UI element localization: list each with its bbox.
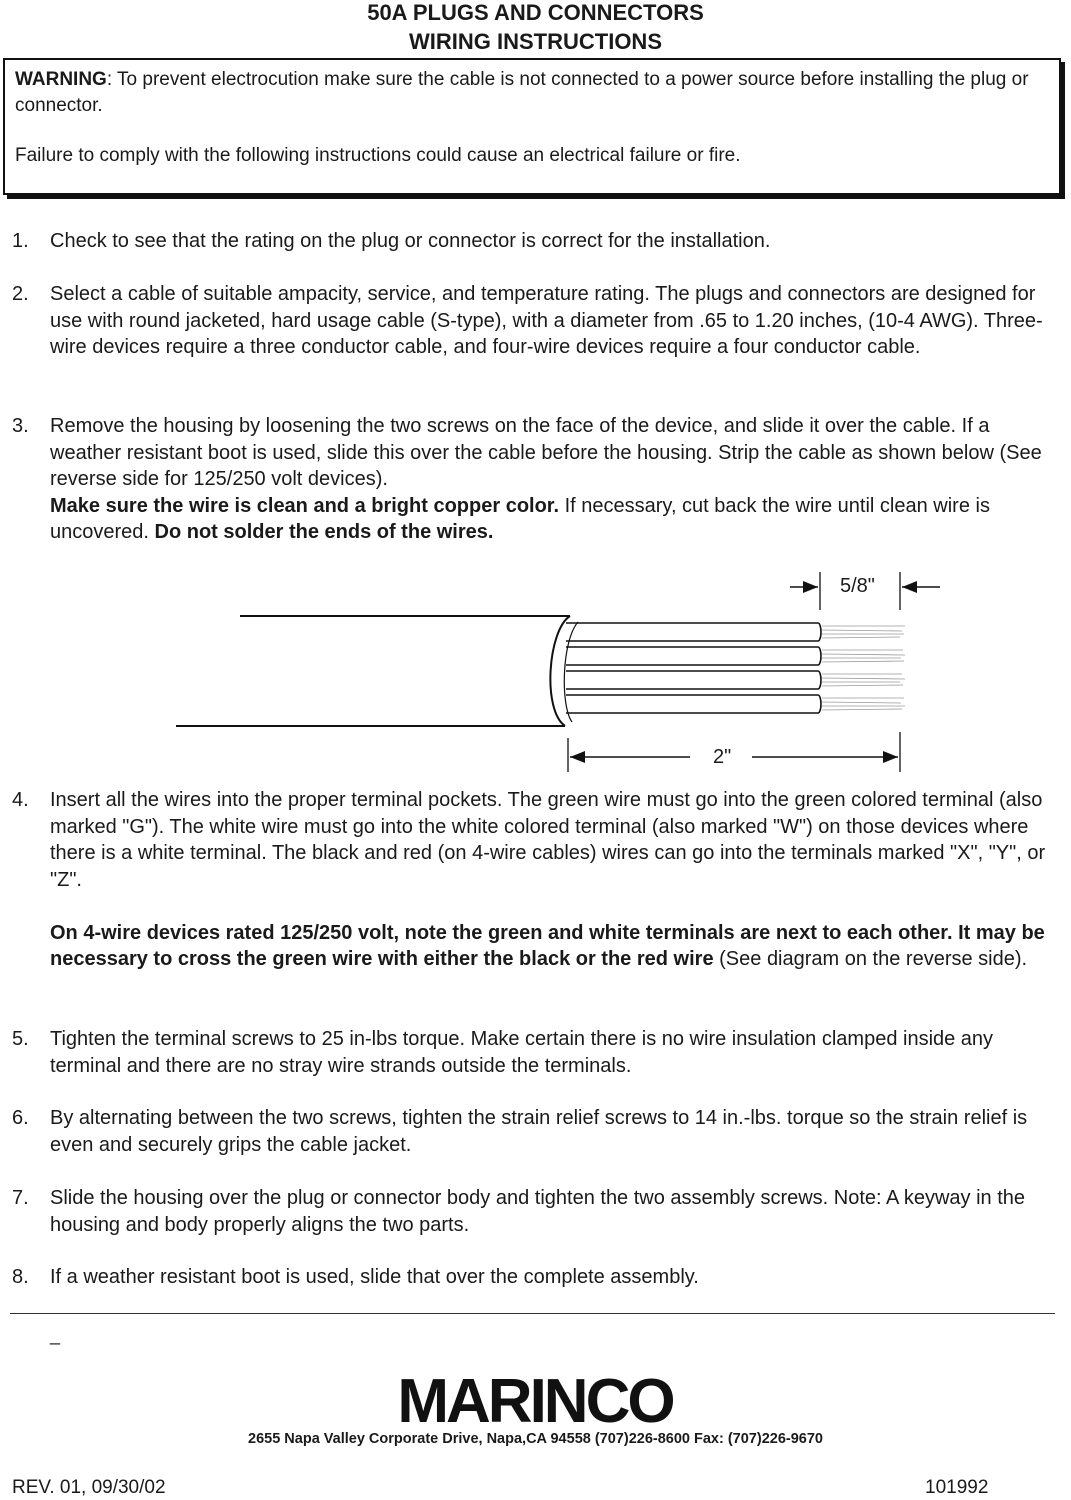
jacket-length-label: 2" — [713, 746, 732, 768]
step-text: Insert all the wires into the proper terminal pockets. The green wire must go into the green colored terminal (also marked "G"). The white wire must go into the white colored terminal (also marked "W") on those devices where there is a white terminal. The black and red (on 4-wire cables) wires can go into the terminals marked "X", "Y", or "Z". — [50, 789, 1046, 891]
step-text: Check to see that the rating on the plug or connector is correct for the installation. — [50, 230, 771, 252]
failure-text: Failure to comply with the following instructions could cause an electrical failure or fire. — [15, 145, 741, 166]
strip-length-label: 5/8" — [840, 575, 875, 597]
warning-text — [15, 67, 1055, 119]
company-address: 2655 Napa Valley Corporate Drive, Napa,CA 94558 (707)226-8600 Fax: (707)226-9670 — [248, 1431, 823, 1447]
bold-note: Do not solder the ends of the wires. — [154, 521, 494, 543]
step-text-plain: (See diagram on the reverse side). — [713, 948, 1028, 970]
step-text: By alternating between the two screws, tighten the strain relief screws to 14 in.-lbs. torque so the strain relief is even and securely grips the cable jacket. — [50, 1107, 1028, 1156]
step-text: Slide the housing over the plug or connector body and tighten the two assembly screws. Note: A keyway in the housing and body properly aligns the two parts. — [50, 1187, 1026, 1236]
step-number: 4. — [12, 789, 29, 811]
logo-text: MARINCO — [397, 1370, 673, 1430]
step-text: Tighten the terminal screws to 25 in-lbs torque. Make certain there is no wire insulation clamped inside any terminal and there are no stray wire strands outside the terminals. — [50, 1028, 994, 1077]
step-number: 1. — [12, 230, 29, 252]
warning-label: WARNING — [15, 69, 107, 90]
step-text-plain: If necessary, cut back the wire until clean wire is uncovered. — [50, 494, 990, 543]
step-text-continued — [50, 493, 1050, 546]
step-number: 8. — [12, 1266, 29, 1288]
step-number: 7. — [12, 1187, 29, 1209]
bold-note: On 4-wire devices rated 125/250 volt, note the green and white terminals are next to each other. It may be necessary to cross the green wire with either the black or the red wire — [50, 921, 1045, 970]
page-subtitle: WIRING INSTRUCTIONS — [409, 29, 662, 54]
warning-body: : To prevent electrocution make sure the cable is not connected to a power source before installing the plug or connector. — [15, 69, 1029, 116]
step-number: 5. — [12, 1028, 29, 1050]
step-text-continued — [50, 920, 1050, 973]
step-number: 6. — [12, 1107, 29, 1129]
cable-diagram-graphic — [0, 560, 1071, 780]
page-title: 50A PLUGS AND CONNECTORS — [367, 0, 704, 25]
step-number: 3. — [12, 415, 29, 437]
wire-strip-diagram — [0, 560, 1071, 780]
footer-divider — [10, 1313, 1055, 1314]
warning-box — [3, 58, 1061, 195]
bold-note: Make sure the wire is clean and a bright copper color. — [50, 494, 560, 517]
marinco-logo — [370, 1370, 700, 1430]
step-number: 2. — [12, 283, 29, 305]
step-text: Remove the housing by loosening the two screws on the face of the device, and slide it over the cable. If a weather resistant boot is used, slide this over the cable before the housing. Strip the cable as shown below (See reverse side for 125/250 volt devices). — [50, 415, 1042, 490]
document-number: 101992 — [925, 1477, 989, 1498]
step-text: If a weather resistant boot is used, slide that over the complete assembly. — [50, 1266, 699, 1288]
footer-dash: _ — [50, 1325, 61, 1345]
step-text: Select a cable of suitable ampacity, service, and temperature rating. The plugs and connectors are designed for use with round jacketed, hard usage cable (S-type), with a diameter from .65 to 1.20 inches, (10-4 AWG). Three-wire devices require a three conductor cable, and four-wire devices require a four conductor cable. — [50, 283, 1043, 358]
revision-label: REV. 01, 09/30/02 — [12, 1477, 166, 1498]
